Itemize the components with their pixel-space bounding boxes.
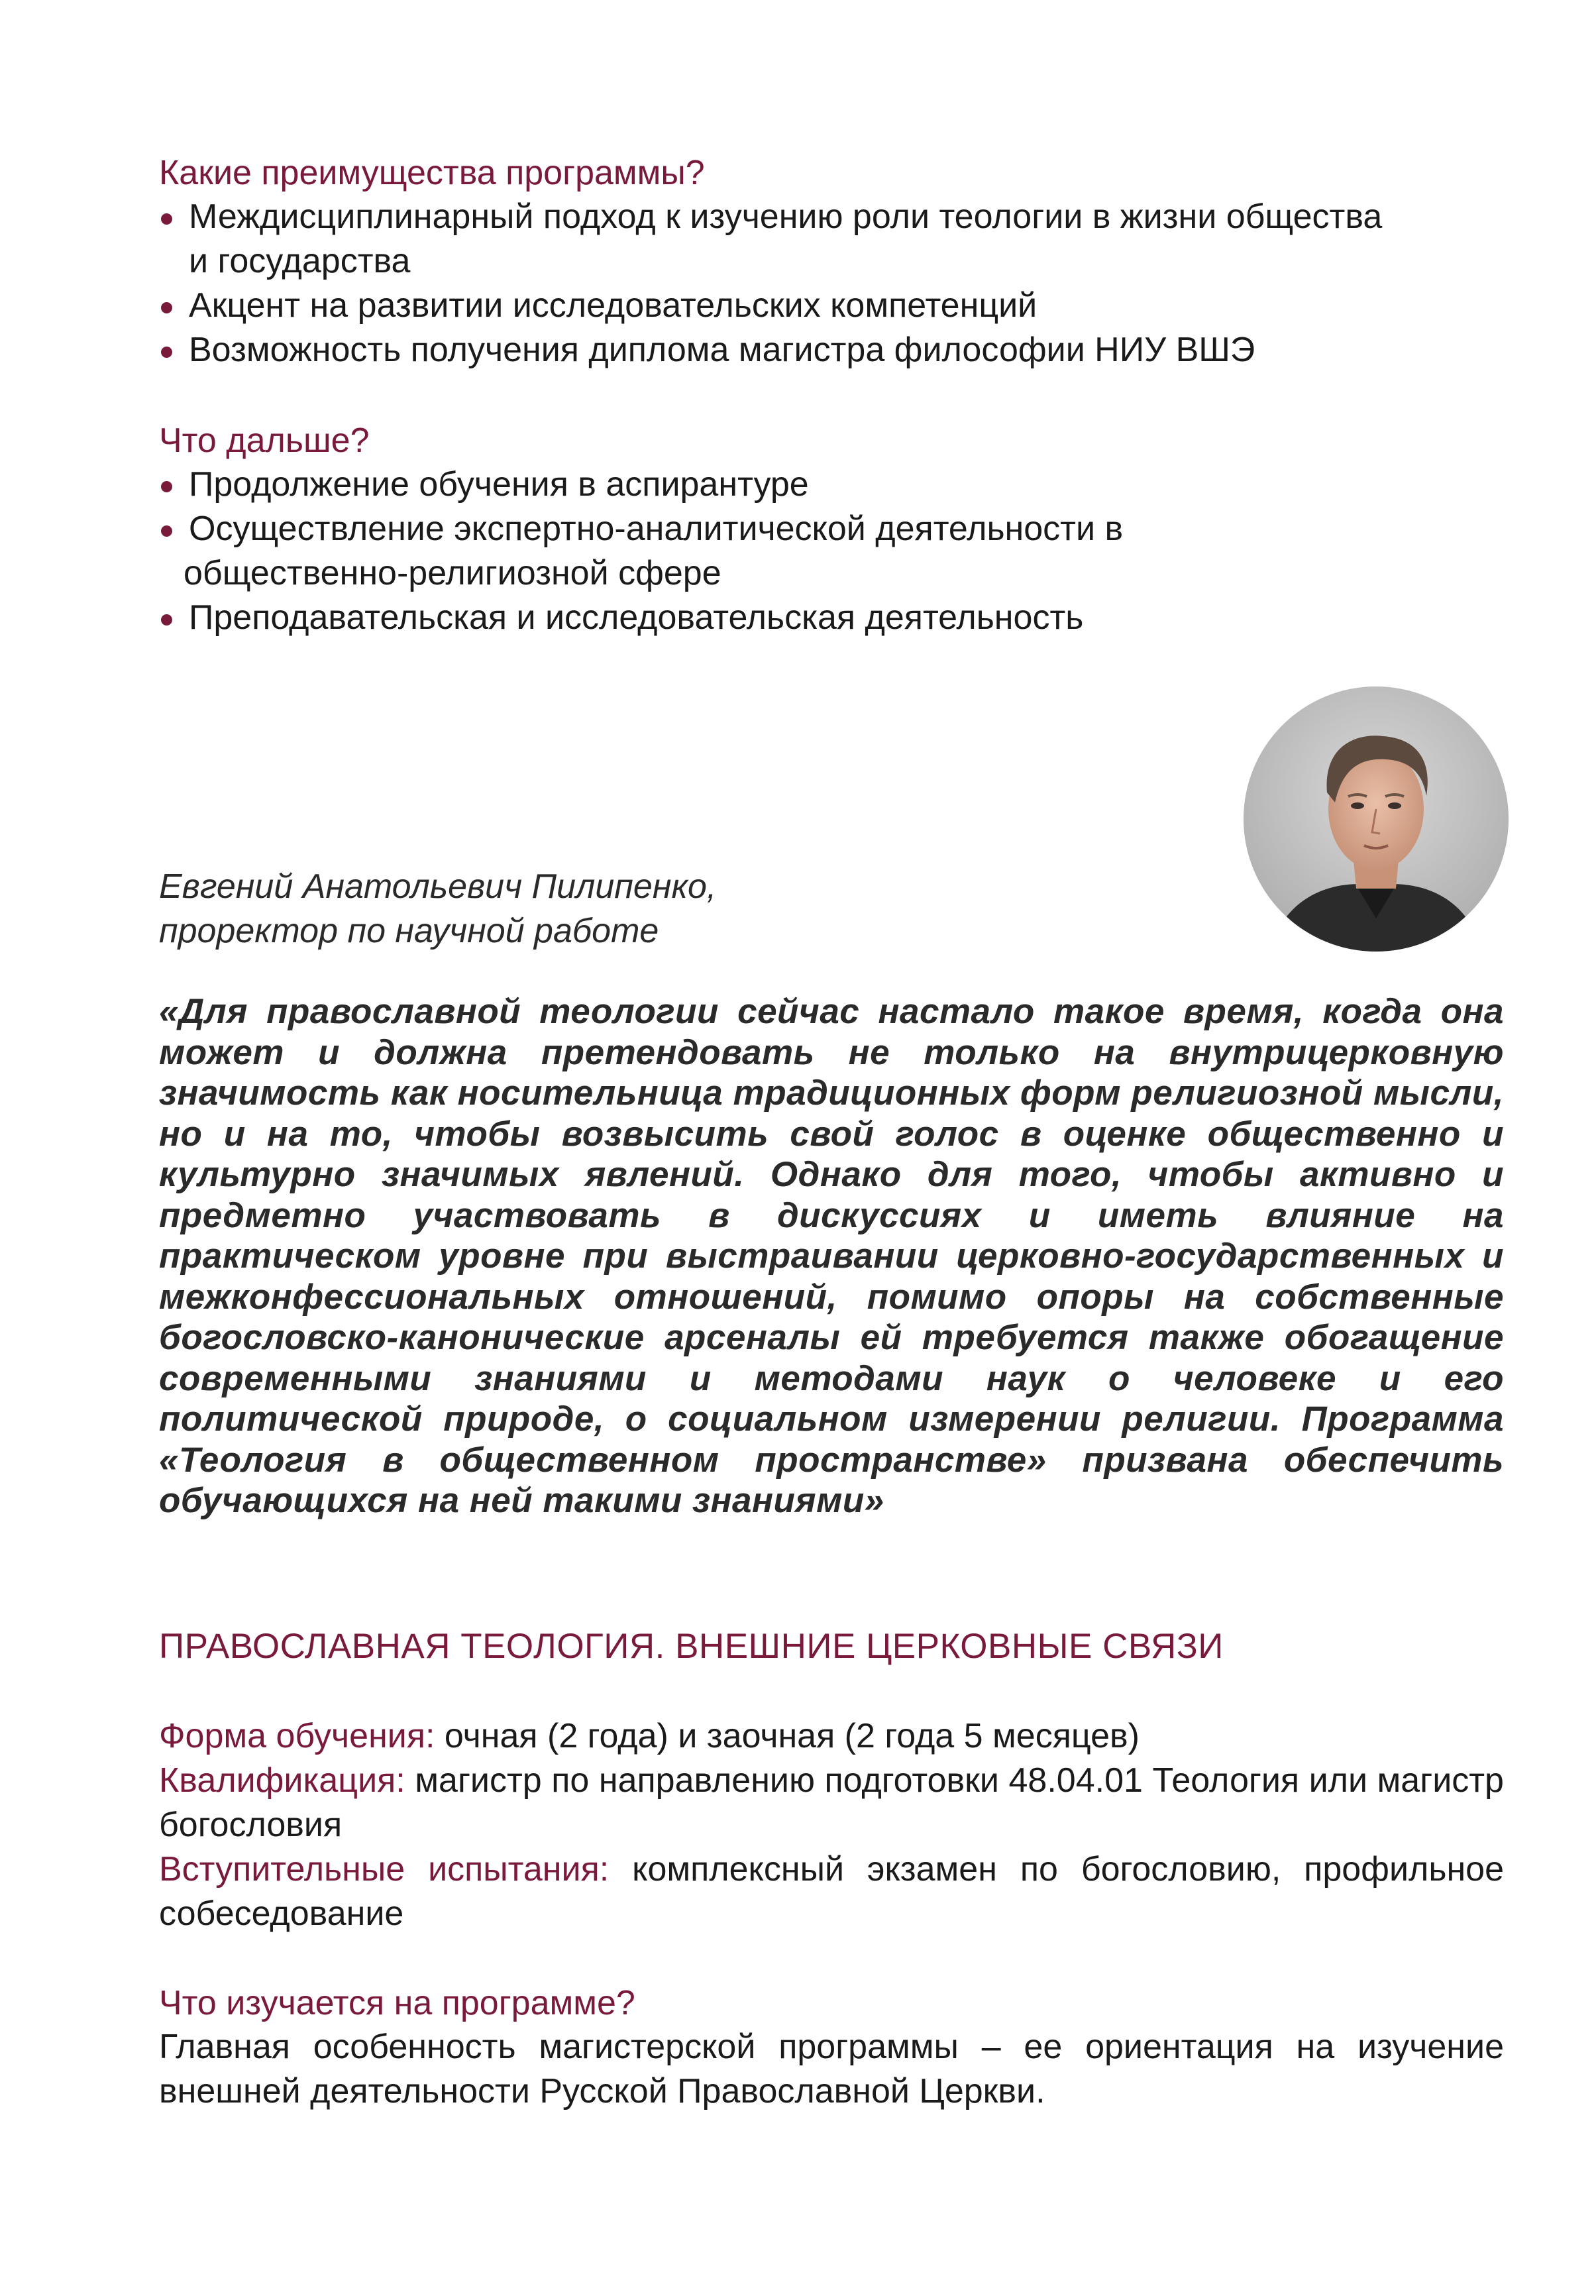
bullet-icon — [161, 525, 172, 537]
author-name: Евгений Анатольевич Пилипенко, — [159, 867, 717, 906]
list-item: Осуществление экспертно-аналитической деятельности в общественно-религиозной сфере — [159, 507, 1504, 596]
form-row: Форма обучения: очная (2 года) и заочная (2 года 5 месяцев) — [159, 1717, 1140, 1755]
bullet-icon — [161, 614, 172, 626]
portrait-image — [1244, 686, 1509, 952]
study-section — [159, 1981, 1504, 2114]
list-item: Продолжение обучения в аспирантуре — [159, 463, 1504, 507]
study-text: Главная особенность магистерской программы – ее ориентация на изучение внешней деятельности Русской Православной Церкви. — [159, 2028, 1504, 2110]
author-caption — [159, 865, 716, 954]
advantages-heading: Какие преимущества программы? — [159, 154, 705, 192]
study-heading: Что изучается на программе? — [159, 1984, 635, 2022]
list-item: Преподавательская и исследовательская деятельность — [159, 596, 1504, 640]
form-value: очная (2 года) и заочная (2 года 5 месяцев) — [444, 1717, 1140, 1755]
author-photo — [1244, 686, 1509, 952]
program-title: ПРАВОСЛАВНАЯ ТЕОЛОГИЯ. ВНЕШНИЕ ЦЕРКОВНЫЕ СВЯЗИ — [159, 1627, 1224, 1666]
advantages-list — [159, 195, 1504, 372]
qualification-value: магистр по направлению подготовки 48.04.01 Теология или магистр богословия — [159, 1761, 1504, 1844]
qualification-label: Квалификация — [159, 1761, 396, 1800]
list-item: Междисциплинарный подход к изучению роли теологии в жизни общества и государства — [159, 195, 1504, 284]
exam-row: Вступительные испытания: комплексный экзамен по богословию, профильное собеседование — [159, 1850, 1504, 1933]
exam-label: Вступительные испытания — [159, 1850, 600, 1888]
program-details — [159, 1714, 1504, 1936]
exam-value: комплексный экзамен по богословию, профильное собеседование — [159, 1850, 1504, 1933]
next-section — [159, 419, 1504, 640]
bullet-icon — [161, 481, 172, 492]
qualification-row: Квалификация: магистр по направлению подготовки 48.04.01 Теология или магистр богословия — [159, 1761, 1504, 1844]
next-heading: Что дальше? — [159, 421, 370, 460]
author-position: проректор по научной работе — [159, 912, 659, 950]
quote-text: «Для православной теологии сейчас настало такое время, когда она может и должна претендовать не только на внутрицерковную значимость как носительница традиционных форм религиозной мысли, но и на то, чтобы возвысить свой голос в оценке общественно и культурно значимых явлений. Однако для того, чтобы активно и предметно участвовать в дискуссиях и иметь влияние на практическом уровне при выстраивании церковно-государственных и межконфессиональных отношений, помимо опоры на собственные богословско-канонические арсеналы ей требуется также обогащение современными знаниями и методами наук о человеке и его политической природе, о социальном измерении религии. Программа «Теология в общественном пространстве» призвана обеспечить обучающихся на ней такими знаниями» — [159, 992, 1504, 1520]
form-label: Форма обучения — [159, 1717, 425, 1755]
bullet-icon — [161, 213, 172, 225]
list-item: Возможность получения диплома магистра философии НИУ ВШЭ — [159, 328, 1504, 372]
advantages-section — [159, 151, 1504, 372]
next-list — [159, 463, 1504, 640]
bullet-icon — [161, 302, 172, 313]
bullet-icon — [161, 347, 172, 358]
list-item: Акцент на развитии исследовательских компетенций — [159, 284, 1504, 328]
